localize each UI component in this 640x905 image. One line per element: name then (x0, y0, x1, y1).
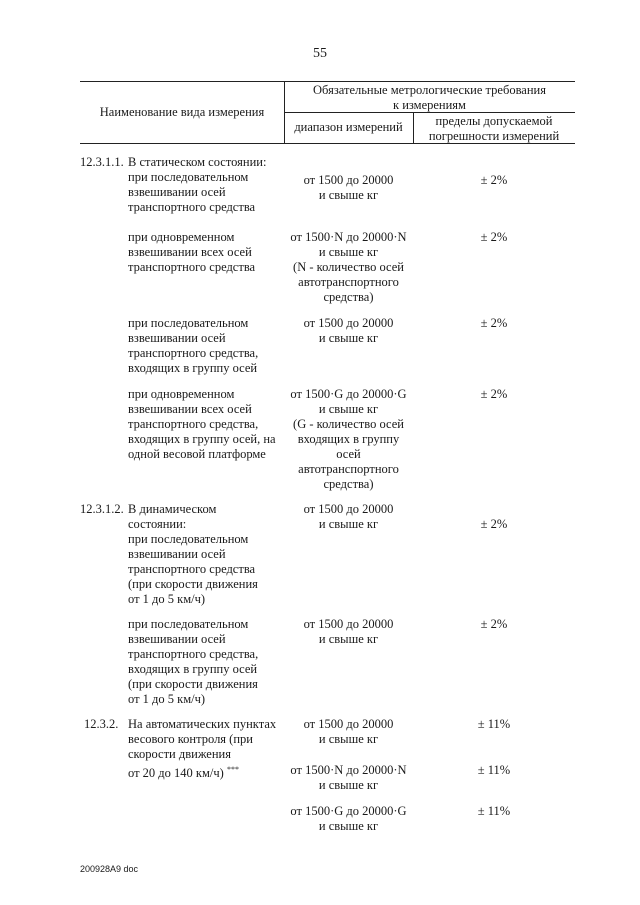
row-range: от 1500·N до 20000·N и свыше кг (N - количество осей автотранспортного средства) (290, 230, 407, 304)
row-name: при последовательном взвешивании осей транспортного средства, входящих в группу осей (128, 316, 259, 375)
row-error: ± 11% (477, 804, 511, 818)
row-name: На автоматических пунктах весового контроля (при скорости движения от 20 до 140 км/ч) *** (128, 717, 277, 781)
row-range: от 1500 до 20000 и свыше кг (303, 717, 394, 746)
header-name-column: Наименование вида измерения (99, 105, 265, 119)
row-range: от 1500 до 20000 и свыше кг (303, 173, 394, 202)
row-error: ± 11% (477, 763, 511, 777)
row-number: 12.3.1.1. (80, 155, 124, 169)
row-error: ± 2% (480, 316, 508, 330)
row-range: от 1500 до 20000 и свыше кг (303, 502, 394, 531)
row-range: от 1500·G до 20000·G и свыше кг (290, 804, 407, 833)
row-error: ± 2% (480, 517, 508, 531)
row-error: ± 2% (480, 173, 508, 187)
row-name: при последовательном взвешивании осей транспортного средства, входящих в группу осей (при скорости движения от 1 до 5 км/ч) (128, 617, 259, 706)
header-range-column: диапазон измерений (294, 120, 403, 134)
row-range: от 1500 до 20000 и свыше кг (303, 316, 394, 345)
row-error: ± 2% (480, 617, 508, 631)
table-top-rule (80, 81, 575, 82)
header-error-column: пределы допускаемой погрешности измерений (428, 114, 560, 143)
row-name: В динамическом состоянии: при последовательном взвешивании осей транспортного средства (при скорости движения от 1 до 5 км/ч) (128, 502, 258, 606)
row-range: от 1500 до 20000 и свыше кг (303, 617, 394, 646)
page-number: 55 (313, 46, 327, 61)
row-number: 12.3.2. (84, 717, 119, 731)
document-footer: 200928А9 doc (80, 864, 139, 874)
row-error: ± 11% (477, 717, 511, 731)
row-error: ± 2% (480, 230, 508, 244)
header-requirements-group: Обязательные метрологические требования к измерениям (313, 83, 546, 112)
row-range: от 1500·N до 20000·N и свыше кг (290, 763, 407, 792)
row-name: В статическом состоянии: при последовательном взвешивании осей транспортного средства (128, 155, 267, 214)
row-error: ± 2% (480, 387, 508, 401)
row-number: 12.3.1.2. (80, 502, 124, 516)
row-name: при одновременном взвешивании всех осей транспортного средства (128, 230, 256, 274)
row-name: при одновременном взвешивании всех осей транспортного средства, входящих в группу осей, на одной весовой платформе (128, 387, 276, 461)
row-range: от 1500·G до 20000·G и свыше кг (G - количество осей входящих в группу осей автотранспортного средства) (290, 387, 407, 491)
footnote-marker: *** (226, 765, 239, 774)
